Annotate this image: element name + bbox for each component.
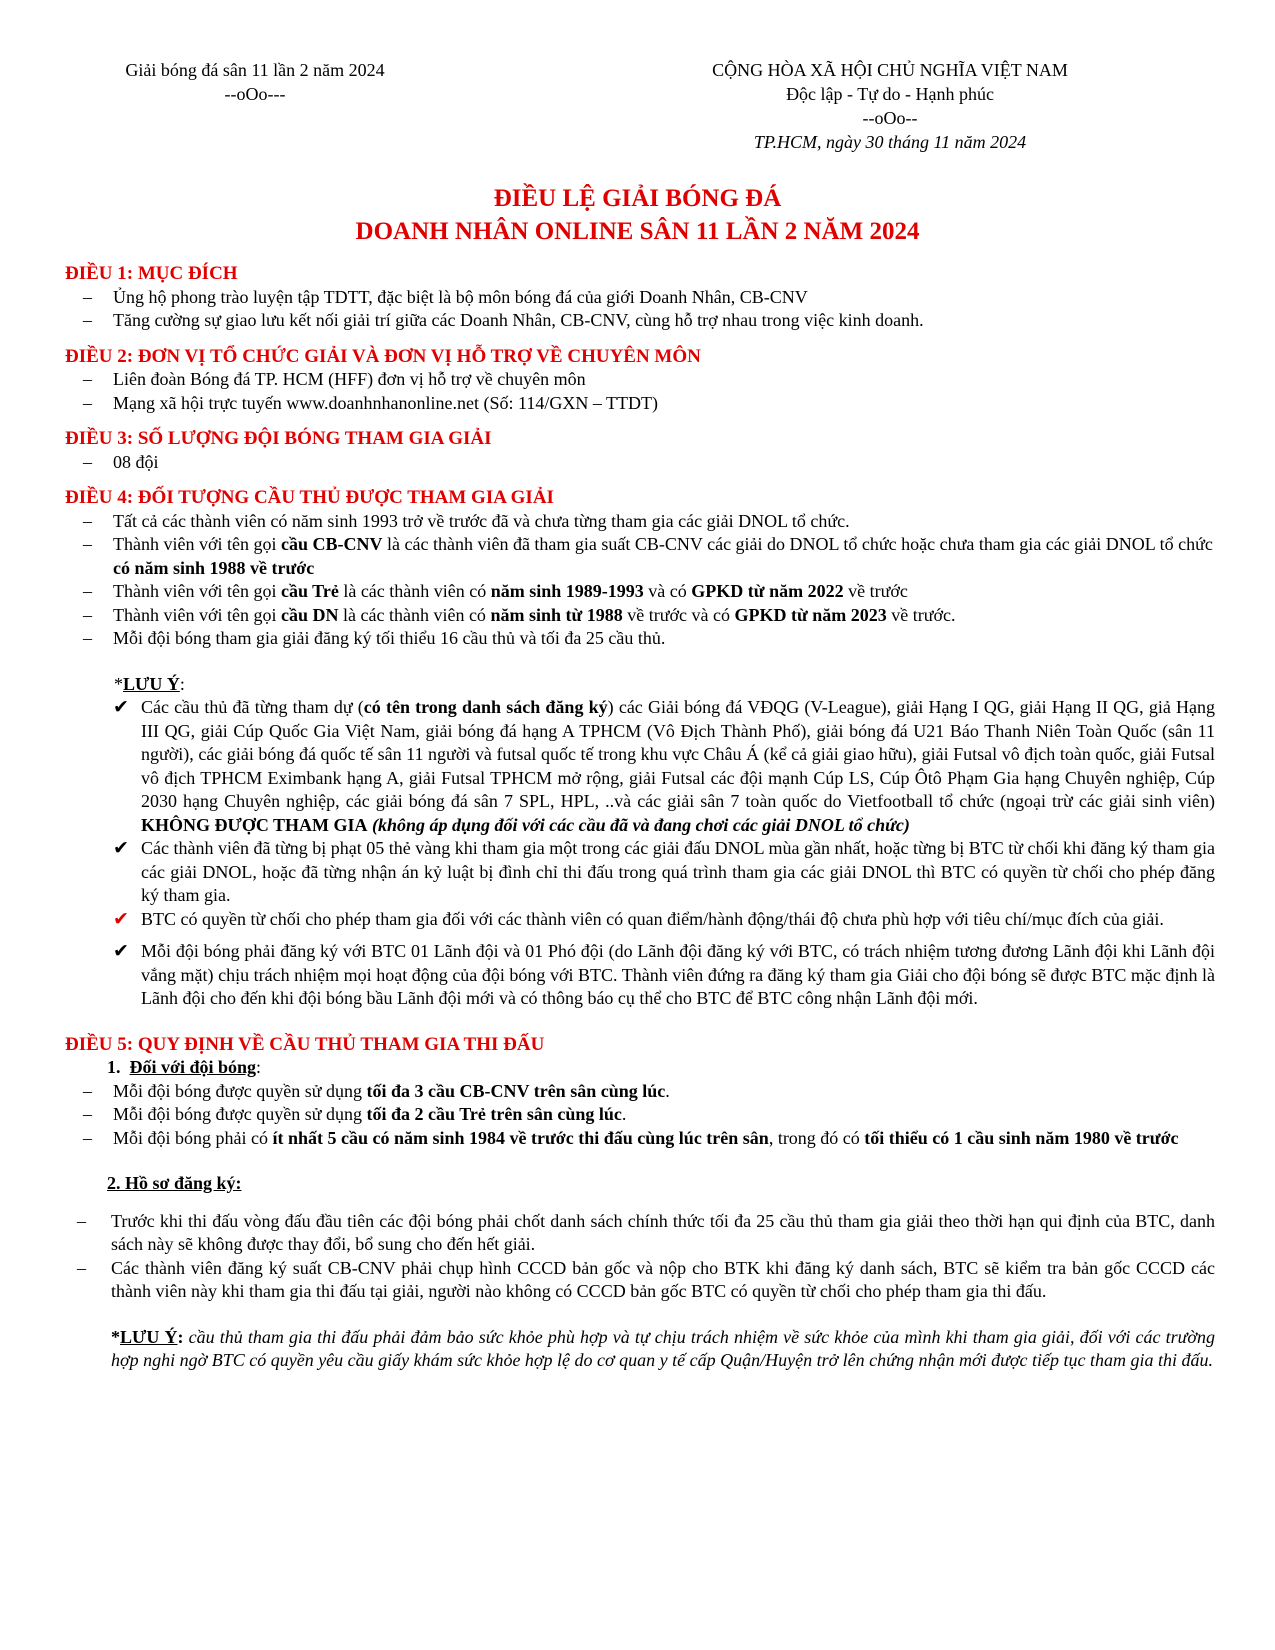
list-item: – Trước khi thi đấu vòng đấu đầu tiên các đội bóng phải chốt danh sách chính thức tối đa 25 cầu thủ tham gia giải theo thời hạn qui định của BTC, danh sách này sẽ không được thay đổi, bổ sung cho đến hết giải.	[65, 1210, 1215, 1257]
title-line-1: ĐIỀU LỆ GIẢI BÓNG ĐÁ	[493, 185, 782, 212]
header-left	[70, 58, 440, 106]
document-date: TP.HCM, ngày 30 tháng 11 năm 2024	[753, 132, 1027, 152]
list-item: – Mỗi đội bóng phải có ít nhất 5 cầu có năm sinh 1984 về trước thi đấu cùng lúc trên sân, trong đó có tối thiểu có 1 cầu sinh năm 1980 về trước	[65, 1127, 1215, 1151]
list-item: ✔ Các cầu thủ đã từng tham dự (có tên trong danh sách đăng ký) các Giải bóng đá VĐQG (V-League), giải Hạng I QG, giải Hạng II QG, giả Hạng III QG, giải Cúp Quốc Gia Việt Nam, giải bóng đá hạng A TPHCM (Vô Địch Thành Phố), giải bóng đá U21 Báo Thanh Niên Toàn Quốc (sân 11 người), các giải bóng đá quốc tế sân 11 người và futsal quốc tế trong khu vực Châu Á (kể cả giải giao hữu), giải Futsal vô địch toàn quốc, giải Futsal vô địch TPHCM Eximbank hạng A, giải Futsal TPHCM mở rộng, giải Futsal các đội mạnh Cúp LS, Cúp Ôtô Phạm Gia hạng Chuyên nghiệp, Cúp 2030 hạng Chuyên nghiệp, các giải bóng đá sân 7 SPL, HPL, ..và các giải sân 7 toàn quốc do Vietfootball tổ chức (ngoại trừ các giải sinh viên) KHÔNG ĐƯỢC THAM GIA (không áp dụng đối với các cầu đã và đang chơi các giải DNOL tổ chức)	[113, 696, 1215, 835]
national-motto: Độc lập - Tự do - Hạnh phúc	[786, 84, 994, 104]
article-1-heading: ĐIỀU 1: MỤC ĐÍCH	[65, 263, 238, 284]
checkmark-icon: ✔	[113, 940, 129, 962]
separator: --oOo--	[862, 108, 918, 128]
document-title	[0, 182, 1275, 248]
list-item: – Thành viên với tên gọi cầu DN là các thành viên có năm sinh từ 1988 về trước và có GPKD từ năm 2023 về trước.	[65, 604, 1215, 628]
list-item: – Mỗi đội bóng tham gia giải đăng ký tối thiểu 16 cầu thủ và tối đa 25 cầu thủ.	[65, 627, 1215, 651]
article-2-heading: ĐIỀU 2: ĐƠN VỊ TỔ CHỨC GIẢI VÀ ĐƠN VỊ HỖ TRỢ VỀ CHUYÊN MÔN	[65, 345, 701, 367]
health-note: *LƯU Ý: cầu thủ tham gia thi đấu phải đảm bảo sức khỏe phù hợp và tự chịu trách nhiệm về sức khỏe của mình khi tham gia giải, đối với các trường hợp nghi ngờ BTC có quyền yêu cầu giấy khám sức khỏe hợp lệ do cơ quan y tế cấp Quận/Huyện trở lên chứng nhận mới được tiếp tục tham gia thi đấu.	[111, 1326, 1215, 1370]
list-item: – Liên đoàn Bóng đá TP. HCM (HFF) đơn vị hỗ trợ về chuyên môn	[65, 368, 1215, 392]
title-line-2: DOANH NHÂN ONLINE SÂN 11 LẦN 2 NĂM 2024	[355, 218, 920, 245]
list-item: – Mỗi đội bóng được quyền sử dụng tối đa 2 cầu Trẻ trên sân cùng lúc.	[65, 1103, 1215, 1127]
checkmark-icon: ✔	[113, 837, 129, 859]
subsection-1-heading: 1. Đối với đội bóng:	[107, 1057, 262, 1077]
header-right	[660, 58, 1120, 154]
subsection-2-list	[65, 1210, 1215, 1304]
list-item: – Mỗi đội bóng được quyền sử dụng tối đa 3 cầu CB-CNV trên sân cùng lúc.	[65, 1080, 1215, 1104]
article-3-list	[65, 451, 1215, 475]
separator: --oOo---	[224, 84, 286, 104]
list-item: – Thành viên với tên gọi cầu Trẻ là các thành viên có năm sinh 1989-1993 và có GPKD từ năm 2022 về trước	[65, 580, 1215, 604]
document-body	[65, 262, 1215, 1373]
list-item: – Mạng xã hội trực tuyến www.doanhnhanonline.net (Số: 114/GXN – TTDT)	[65, 392, 1215, 416]
article-1-list	[65, 286, 1215, 333]
tournament-name: Giải bóng đá sân 11 lần 2 năm 2024	[125, 60, 385, 80]
list-item: – Tất cả các thành viên có năm sinh 1993 trở về trước đã và chưa từng tham gia các giải DNOL tổ chức.	[65, 510, 1215, 534]
national-title: CỘNG HÒA XÃ HỘI CHỦ NGHĨA VIỆT NAM	[712, 60, 1068, 80]
list-item: ✔ BTC có quyền từ chối cho phép tham gia đối với các thành viên có quan điểm/hành động/thái độ chưa phù hợp với tiêu chí/mục đích của giải.	[113, 907, 1164, 930]
note-label: *LƯU Ý:	[114, 673, 185, 694]
article-4-heading: ĐIỀU 4: ĐỐI TƯỢNG CẦU THỦ ĐƯỢC THAM GIA GIẢI	[65, 487, 554, 508]
list-item: – Ủng hộ phong trào luyện tập TDTT, đặc biệt là bộ môn bóng đá của giới Doanh Nhân, CB-CNV	[65, 286, 1215, 310]
subsection-1-list	[65, 1080, 1215, 1151]
article-5-heading: ĐIỀU 5: QUY ĐỊNH VỀ CẦU THỦ THAM GIA THI ĐẤU	[65, 1033, 545, 1055]
list-item: ✔ Mỗi đội bóng phải đăng ký với BTC 01 Lãnh đội và 01 Phó đội (do Lãnh đội đăng ký với BTC, có trách nhiệm tương đương Lãnh đội khi Lãnh đội vắng mặt) chịu trách nhiệm mọi hoạt động của đội bóng với BTC. Thành viên đứng ra đăng ký tham gia Giải cho đội bóng sẽ được BTC mặc định là Lãnh đội cho đến khi đội bóng bầu Lãnh đội mới và có thông báo cụ thể cho BTC để BTC công nhận Lãnh đội mới.	[113, 940, 1215, 1008]
list-item: ✔ Các thành viên đã từng bị phạt 05 thẻ vàng khi tham gia một trong các giải đấu DNOL mùa gần nhất, hoặc từng bị BTC từ chối khi đăng ký tham gia các giải DNOL, hoặc đã từng nhận án kỷ luật bị đình chỉ thi đấu trong quá trình tham gia các giải DNOL thì BTC có quyền từ chối cho phép đăng ký tham gia.	[113, 837, 1215, 905]
article-3-heading: ĐIỀU 3: SỐ LƯỢNG ĐỘI BÓNG THAM GIA GIẢI	[65, 428, 492, 449]
subsection-2-heading: 2. Hồ sơ đăng ký:	[107, 1173, 242, 1193]
list-item: – 08 đội	[65, 451, 1215, 475]
article-2-list	[65, 368, 1215, 415]
list-item: – Thành viên với tên gọi cầu CB-CNV là các thành viên đã tham gia suất CB-CNV các giải do DNOL tổ chức hoặc chưa tham gia các giải DNOL tổ chức có năm sinh 1988 về trước	[65, 533, 1215, 580]
checkmark-icon: ✔	[113, 907, 129, 930]
article-4-list	[65, 510, 1215, 651]
checkmark-icon: ✔	[113, 696, 129, 718]
list-item: – Tăng cường sự giao lưu kết nối giải trí giữa các Doanh Nhân, CB-CNV, cùng hỗ trợ nhau trong việc kinh doanh.	[65, 309, 1215, 333]
note-checklist	[65, 696, 1215, 1011]
list-item: – Các thành viên đăng ký suất CB-CNV phải chụp hình CCCD bản gốc và nộp cho BTK khi đăng ký danh sách, BTC sẽ kiểm tra bản gốc CCCD các thành viên này khi tham gia thi đấu tại giải, người nào không có CCCD bản gốc BTC có quyền từ chối cho phép tham gia thi đấu.	[65, 1257, 1215, 1304]
